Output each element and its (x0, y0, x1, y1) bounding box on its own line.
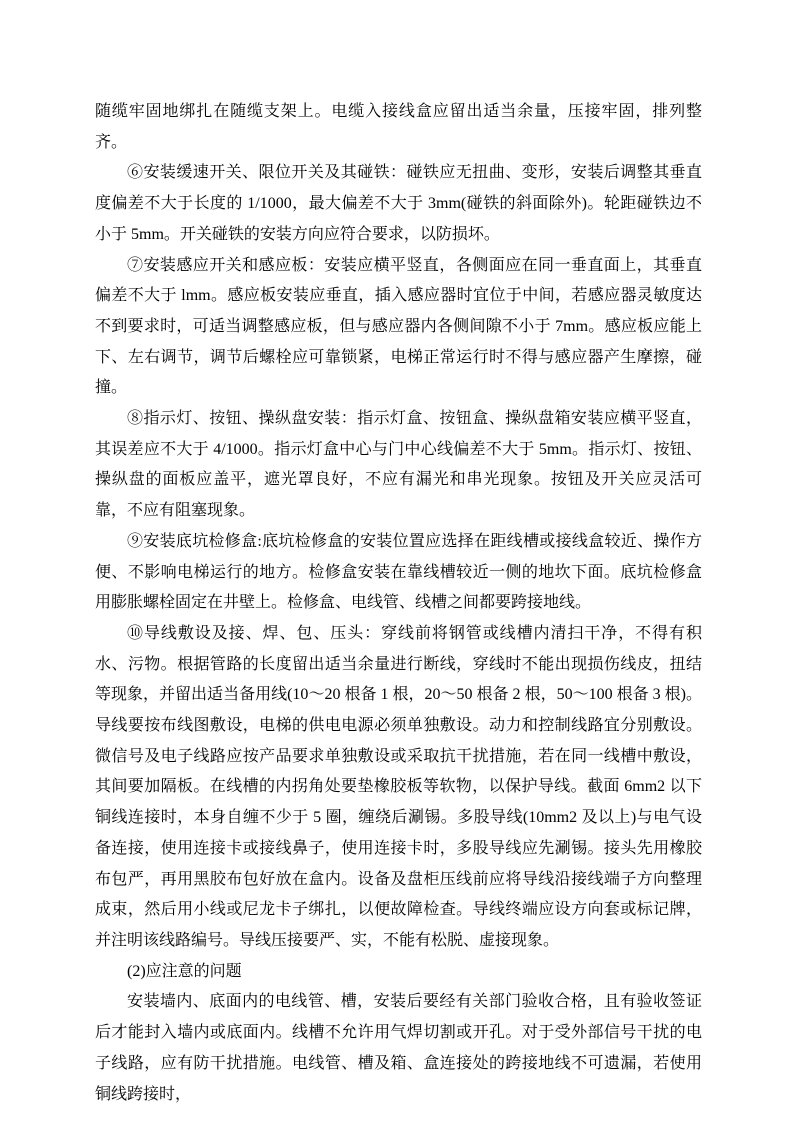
paragraph: ⑨安装底坑检修盒:底坑检修盒的安装位置应选择在距线槽或接线盒较近、操作方便、不影响电梯运行的地方。检修盒安装在靠线槽较近一侧的地坎下面。底坑检修盒用膨胀螺栓固定在井壁上。检修盒、电线管、线槽之间都要跨接地线。 (95, 532, 702, 612)
paragraph: ⑦安装感应开关和感应板：安装应横平竖直，各侧面应在同一垂直面上，其垂直偏差不大于 lmm。感应板安装应垂直，插入感应器时宜位于中间，若感应器灵敏度达不到要求时，可适当调整感应板，但与感应器内各侧间隙不小于 7mm。感应板应能上下、左右调节，调节后螺栓应可靠锁紧，电梯正常运行时不得与感应器产生摩擦，碰撞。 (95, 256, 702, 397)
paragraph: 随缆牢固地绑扎在随缆支架上。电缆入接线盒应留出适当余量，压接牢固，排列整齐。 (95, 103, 702, 151)
paragraph: ⑥安装缓速开关、限位开关及其碰铁：碰铁应无扭曲、变形，安装后调整其垂直度偏差不大于长度的 1/1000，最大偏差不大于 3mm(碰铁的斜面除外)。轮距碰铁边不小于 5mm。开关碰铁的安装方向应符合要求，以防损坏。 (95, 164, 702, 243)
paragraph: ⑧指示灯、按钮、操纵盘安装：指示灯盒、按钮盒、操纵盘箱安装应横平竖直，其误差应不大于 4/1000。指示灯盒中心与门中心线偏差不大于 5mm。指示灯、按钮、操纵盘的面板应盖平，遮光罩良好，不应有漏光和串光现象。按钮及开关应灵活可靠，不应有阻塞现象。 (95, 410, 702, 520)
document-body (95, 97, 702, 1110)
paragraph: (2)应注意的问题 (127, 962, 242, 980)
paragraph: 安装墙内、底面内的电线管、槽，安装后要经有关部门验收合格，且有验收签证后才能封入墙内或底面内。线槽不允许用气焊切割或开孔。对于受外部信号干扰的电子线路，应有防干扰措施。电线管、槽及箱、盒连接处的跨接地线不可遗漏，若使用铜线跨接时， (95, 993, 702, 1103)
paragraph: ⑩导线敷设及接、焊、包、压头：穿线前将钢管或线槽内清扫干净，不得有积水、污物。根据管路的长度留出适当余量进行断线，穿线时不能出现损伤线皮，扭结等现象，并留出适当备用线(10～20 根备 1 根，20～50 根备 2 根，50～100 根备 3 根)。导线要按布线图敷设，电梯的供电电源必须单独敷设。动力和控制线路宜分别敷设。微信号及电子线路应按产品要求单独敷设或采取抗干扰措施，若在同一线槽中敷设，其间要加隔板。在线槽的内拐角处要垫橡胶板等软物，以保护导线。截面 6mm2 以下铜线连接时，本身自缠不少于 5 圈，缠绕后涮锡。多股导线(10mm2 及以上)与电气设备连接，使用连接卡或接线鼻子，使用连接卡时，多股导线应先涮锡。接头先用橡胶布包严，再用黑胶布包好放在盒内。设备及盘柜压线前应将导线沿接线端子方向整理成束，然后用小线或尼龙卡子绑扎，以便故障检查。导线终端应设方向套或标记牌，并注明该线路编号。导线压接要严、实，不能有松脱、虚接现象。 (95, 624, 702, 949)
